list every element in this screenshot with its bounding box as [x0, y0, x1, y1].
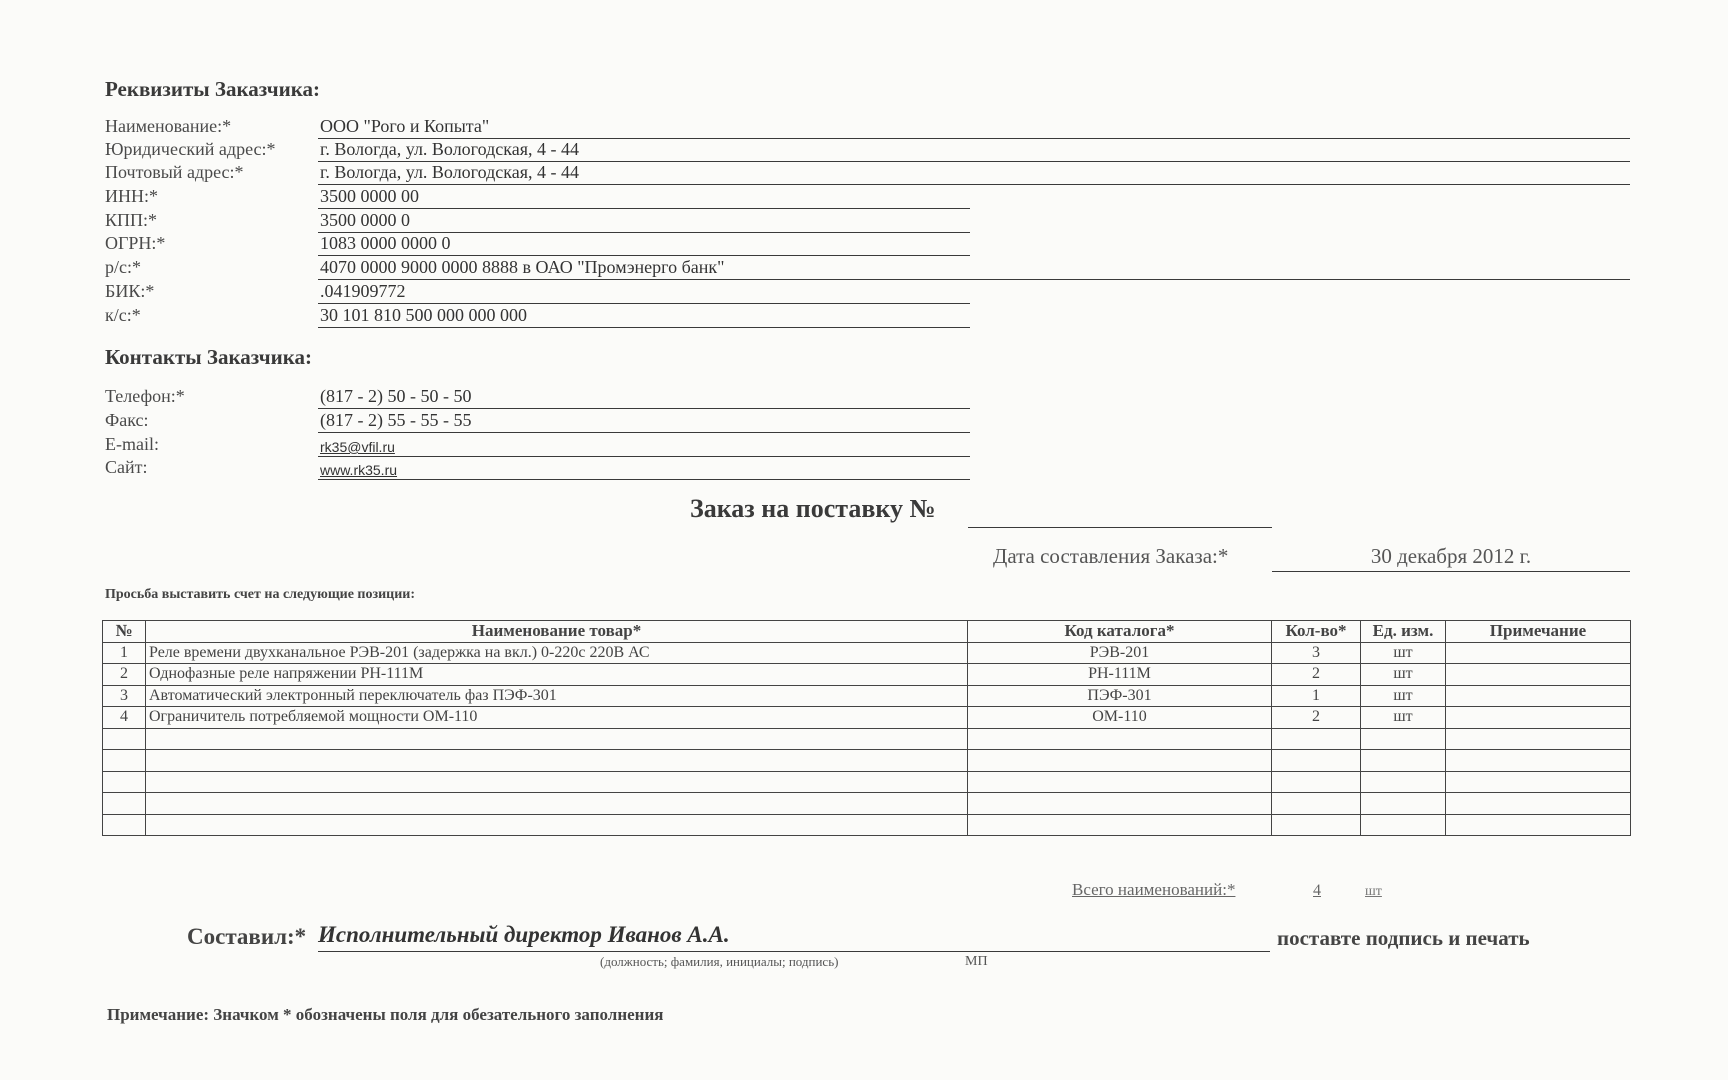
field-label: Наименование:* — [105, 116, 232, 136]
cell-code[interactable] — [968, 814, 1272, 836]
cell-number — [103, 750, 146, 772]
table-row-empty — [103, 728, 1631, 750]
cell-number — [103, 793, 146, 815]
cell-name[interactable]: Автоматический электронный переключатель фаз ПЭФ-301 — [146, 685, 968, 707]
order-number-field[interactable] — [968, 526, 1272, 528]
cell-number: 1 — [103, 642, 146, 664]
cell-name[interactable] — [146, 771, 968, 793]
cell-note[interactable] — [1446, 685, 1631, 707]
cell-qty[interactable] — [1272, 728, 1361, 750]
field-value-phone[interactable]: (817 - 2) 50 - 50 - 50 — [318, 386, 970, 409]
table-row — [103, 642, 1631, 664]
contacts-section-title: Контакты Заказчика: — [105, 345, 313, 369]
header-note: Примечание — [1446, 621, 1631, 643]
table-row-empty — [103, 793, 1631, 815]
header-name: Наименование товар* — [146, 621, 968, 643]
cell-qty[interactable]: 3 — [1272, 642, 1361, 664]
field-value-fax[interactable]: (817 - 2) 55 - 55 - 55 — [318, 410, 970, 433]
field-value-account[interactable]: 4070 0000 9000 0000 8888 в ОАО "Промэнерго банк" — [318, 257, 1630, 280]
table-row-empty — [103, 750, 1631, 772]
cell-qty[interactable] — [1272, 771, 1361, 793]
cell-unit[interactable] — [1361, 793, 1446, 815]
cell-name[interactable]: Ограничитель потребляемой мощности ОМ-110 — [146, 707, 968, 729]
cell-unit[interactable]: шт — [1361, 707, 1446, 729]
field-label: Телефон:* — [105, 386, 185, 406]
cell-qty[interactable]: 1 — [1272, 685, 1361, 707]
items-table — [102, 620, 1631, 836]
cell-name[interactable] — [146, 814, 968, 836]
cell-code[interactable] — [968, 728, 1272, 750]
field-value-ogrn[interactable]: 1083 0000 0000 0 — [318, 233, 970, 256]
cell-unit[interactable]: шт — [1361, 664, 1446, 686]
stamp-placeholder: МП — [965, 954, 988, 969]
cell-qty[interactable]: 2 — [1272, 707, 1361, 729]
cell-code[interactable]: ОМ-110 — [968, 707, 1272, 729]
field-label: ОГРН:* — [105, 233, 166, 253]
field-label: Юридический адрес:* — [105, 139, 276, 159]
field-value-kpp[interactable]: 3500 0000 0 — [318, 210, 970, 233]
cell-unit[interactable]: шт — [1361, 642, 1446, 664]
table-row-empty — [103, 771, 1631, 793]
cell-unit[interactable]: шт — [1361, 685, 1446, 707]
cell-qty[interactable] — [1272, 750, 1361, 772]
cell-name[interactable]: Реле времени двухканальное РЭВ-201 (задержка на вкл.) 0-220с 220В АС — [146, 642, 968, 664]
field-label: Почтовый адрес:* — [105, 162, 244, 182]
field-value-email[interactable]: rk35@vfil.ru — [318, 434, 970, 457]
field-label: р/с:* — [105, 257, 141, 277]
cell-code[interactable]: РН-111М — [968, 664, 1272, 686]
field-label: к/с:* — [105, 305, 141, 325]
cell-note[interactable] — [1446, 793, 1631, 815]
order-title: Заказ на поставку № — [690, 494, 936, 523]
cell-name[interactable] — [146, 750, 968, 772]
field-value-site[interactable]: www.rk35.ru — [318, 457, 970, 480]
composed-label: Составил:* — [187, 924, 307, 949]
total-unit: шт — [1365, 884, 1382, 899]
field-value-inn[interactable]: 3500 0000 00 — [318, 186, 970, 209]
cell-qty[interactable] — [1272, 814, 1361, 836]
field-value-corr-account[interactable]: 30 101 810 500 000 000 000 — [318, 305, 970, 328]
cell-note[interactable] — [1446, 728, 1631, 750]
cell-number — [103, 771, 146, 793]
footnote: Примечание: Значком * обозначены поля для обезательного заполнения — [107, 1005, 664, 1024]
table-header-row — [103, 621, 1631, 643]
table-row — [103, 664, 1631, 686]
request-text: Просьба выставить счет на следующие позиции: — [105, 587, 416, 602]
field-value-name[interactable]: ООО "Рого и Копыта" — [318, 116, 1630, 139]
cell-code[interactable]: ПЭФ-301 — [968, 685, 1272, 707]
cell-note[interactable] — [1446, 664, 1631, 686]
cell-name[interactable]: Однофазные реле напряжении РН-111М — [146, 664, 968, 686]
cell-qty[interactable]: 2 — [1272, 664, 1361, 686]
cell-note[interactable] — [1446, 814, 1631, 836]
field-label: Факс: — [105, 410, 149, 430]
cell-unit[interactable] — [1361, 750, 1446, 772]
cell-code[interactable]: РЭВ-201 — [968, 642, 1272, 664]
cell-number: 2 — [103, 664, 146, 686]
field-value-postal-address[interactable]: г. Вологда, ул. Вологодская, 4 - 44 — [318, 162, 1630, 185]
field-label: E-mail: — [105, 434, 159, 454]
cell-code[interactable] — [968, 771, 1272, 793]
cell-note[interactable] — [1446, 771, 1631, 793]
field-label: КПП:* — [105, 210, 158, 230]
cell-note[interactable] — [1446, 642, 1631, 664]
field-label: БИК:* — [105, 281, 155, 301]
header-number: № — [103, 621, 146, 643]
table-row — [103, 707, 1631, 729]
sign-note: поставте подпись и печать — [1277, 926, 1530, 950]
field-label: Сайт: — [105, 457, 148, 477]
cell-number — [103, 814, 146, 836]
composed-value[interactable]: Исполнительный директор Иванов А.А. — [318, 922, 1270, 952]
field-value-legal-address[interactable]: г. Вологда, ул. Вологодская, 4 - 44 — [318, 139, 1630, 162]
cell-unit[interactable] — [1361, 771, 1446, 793]
header-code: Код каталога* — [968, 621, 1272, 643]
total-label: Всего наименований:* — [1072, 880, 1236, 899]
cell-unit[interactable] — [1361, 728, 1446, 750]
cell-number — [103, 728, 146, 750]
cell-qty[interactable] — [1272, 793, 1361, 815]
table-row-empty — [103, 814, 1631, 836]
cell-note[interactable] — [1446, 707, 1631, 729]
signature-hint: (должность; фамилия, инициалы; подпись) — [600, 954, 839, 969]
cell-name[interactable] — [146, 793, 968, 815]
cell-unit[interactable] — [1361, 814, 1446, 836]
table-row — [103, 685, 1631, 707]
field-value-bik[interactable]: .041909772 — [318, 281, 970, 304]
date-label: Дата составления Заказа:* — [993, 544, 1229, 568]
total-value[interactable]: 4 — [1313, 882, 1321, 899]
cell-code[interactable] — [968, 750, 1272, 772]
cell-number: 3 — [103, 685, 146, 707]
field-label: ИНН:* — [105, 186, 158, 206]
header-qty: Кол-во* — [1272, 621, 1361, 643]
date-value[interactable]: 30 декабря 2012 г. — [1272, 544, 1630, 572]
cell-name[interactable] — [146, 728, 968, 750]
header-unit: Ед. изм. — [1361, 621, 1446, 643]
cell-number: 4 — [103, 707, 146, 729]
customer-section-title: Реквизиты Заказчика: — [105, 77, 321, 101]
cell-code[interactable] — [968, 793, 1272, 815]
cell-note[interactable] — [1446, 750, 1631, 772]
